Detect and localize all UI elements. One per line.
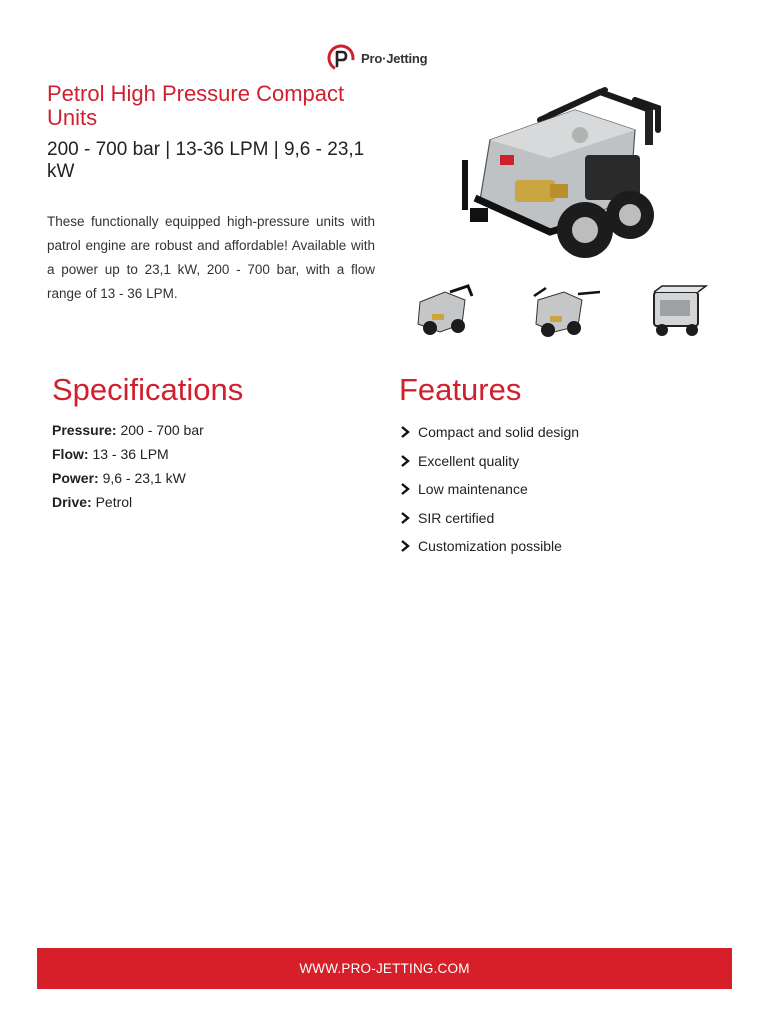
feature-label: Excellent quality <box>418 452 520 469</box>
spec-item-drive <box>52 490 352 514</box>
product-description: These functionally equipped high-pressure units with patrol engine are robust and affordable! Available with a power up to 23,1 kW, 200 - 700 bar, with a flow range of 13 - 36 LPM. <box>47 214 375 301</box>
spec-value: 9,6 - 23,1 kW <box>102 470 186 486</box>
product-thumbnail-1[interactable] <box>400 282 490 340</box>
brand-name: Pro·Jetting <box>361 50 428 66</box>
product-title: Petrol High Pressure Compact Units <box>47 81 345 130</box>
spec-label: Pressure: <box>52 422 117 438</box>
specifications-list <box>52 418 352 514</box>
feature-item <box>400 447 720 476</box>
features-heading: Features <box>399 372 522 407</box>
feature-item <box>400 475 720 504</box>
chevron-right-icon <box>400 426 410 438</box>
feature-label: SIR certified <box>418 509 495 526</box>
spec-value: 13 - 36 LPM <box>92 446 169 462</box>
feature-item <box>400 504 720 533</box>
chevron-right-icon <box>400 540 410 552</box>
chevron-right-icon <box>400 512 410 524</box>
spec-item-power <box>52 466 352 490</box>
spec-label: Drive: <box>52 494 92 510</box>
spec-value: 200 - 700 bar <box>120 422 204 438</box>
feature-label: Compact and solid design <box>418 424 580 441</box>
feature-item <box>400 532 720 561</box>
feature-label: Customization possible <box>418 538 562 555</box>
spec-label: Flow: <box>52 446 89 462</box>
chevron-right-icon <box>400 455 410 467</box>
spec-label: Power: <box>52 470 99 486</box>
brand-logo <box>327 44 427 72</box>
product-main-image <box>400 80 720 275</box>
spec-value: Petrol <box>95 494 133 510</box>
spec-item-flow <box>52 442 352 466</box>
feature-label: Low maintenance <box>418 481 528 498</box>
footer-bar <box>37 948 732 989</box>
features-list <box>400 418 720 561</box>
pro-jetting-logo-icon <box>327 44 355 72</box>
spec-item-pressure <box>52 418 352 442</box>
specifications-heading: Specifications <box>52 372 244 407</box>
website-link[interactable]: WWW.PRO-JETTING.COM <box>299 961 470 976</box>
chevron-right-icon <box>400 483 410 495</box>
product-thumbnail-2[interactable] <box>516 282 606 340</box>
product-thumbnail-3[interactable] <box>632 282 722 340</box>
feature-item <box>400 418 720 447</box>
product-subtitle: 200 - 700 bar | 13-36 LPM | 9,6 - 23,1 kW <box>47 139 365 182</box>
